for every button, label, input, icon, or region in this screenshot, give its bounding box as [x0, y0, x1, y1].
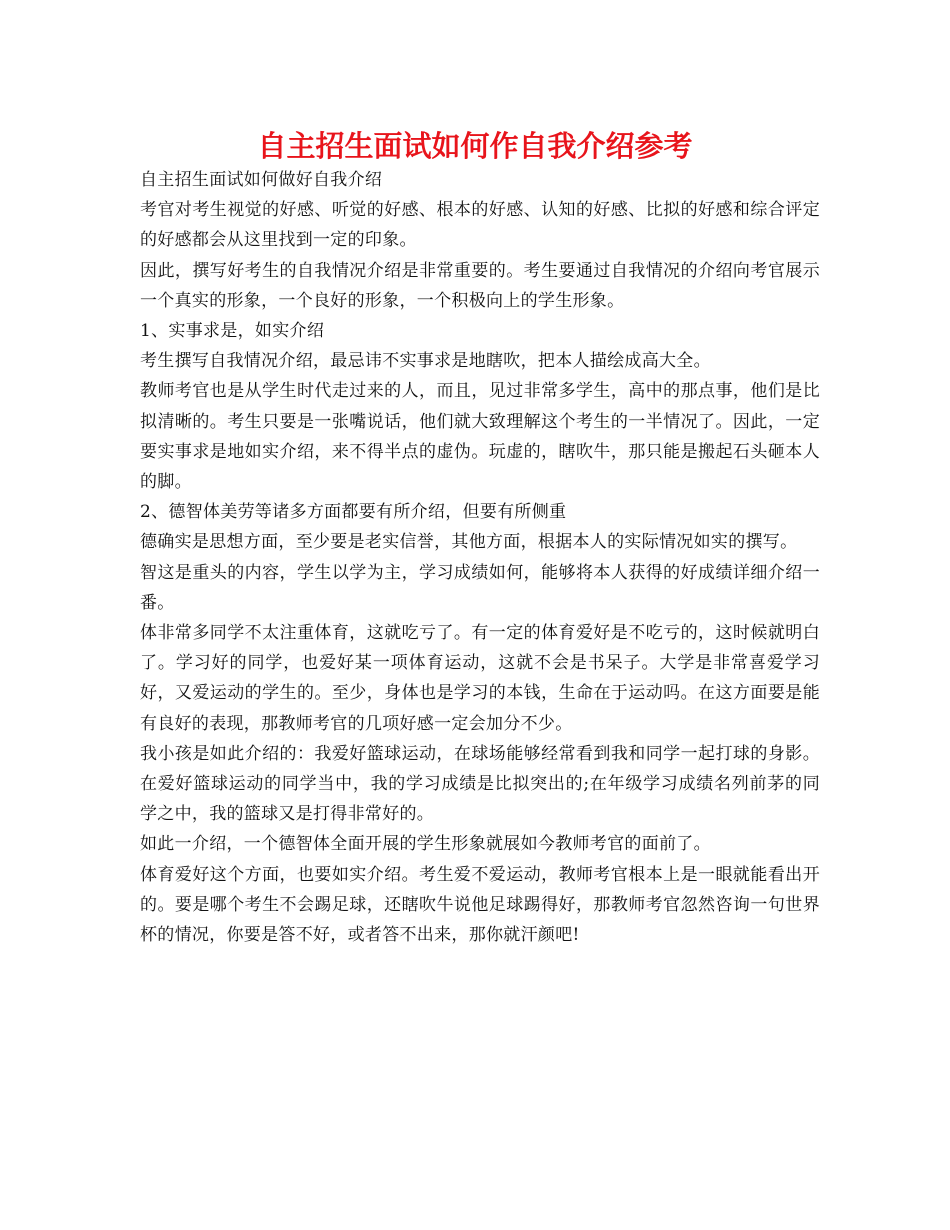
paragraph: 智这是重头的内容，学生以学为主，学习成绩如何，能够将本人获得的好成绩详细介绍一番。: [140, 562, 820, 613]
document-title: 自主招生面试如何作自我介绍参考: [257, 129, 693, 163]
paragraph: 教师考官也是从学生时代走过来的人，而且，见过非常多学生，高中的那点事，他们是比拟清晰的。考生只要是一张嘴说话，他们就大致理解这个考生的一半情况了。因此，一定要实事求是地如实介绍，来不得半点的虚伪。玩虚的，瞎吹牛，那只能是搬起石头砸本人的脚。: [140, 381, 820, 493]
paragraph: 我小孩是如此介绍的：我爱好篮球运动，在球场能够经常看到我和同学一起打球的身影。在爱好篮球运动的同学当中，我的学习成绩是比拟突出的;在年级学习成绩名列前茅的同学之中，我的篮球又是打得非常好的。: [140, 743, 820, 825]
section-heading: 1、实事求是，如实介绍: [140, 321, 325, 342]
section-heading: 2、德智体美劳等诸多方面都要有所介绍，但要有所侧重: [140, 502, 567, 523]
paragraph: 体非常多同学不太注重体育，这就吃亏了。有一定的体育爱好是不吃亏的，这时候就明白了。学习好的同学，也爱好某一项体育运动，这就不会是书呆子。大学是非常喜爱学习好，又爱运动的学生的。至少，身体也是学习的本钱，生命在于运动吗。在这方面要是能有良好的表现，那教师考官的几项好感一定会加分不少。: [140, 623, 820, 734]
paragraph: 因此，撰写好考生的自我情况介绍是非常重要的。考生要通过自我情况的介绍向考官展示一个真实的形象，一个良好的形象，一个积极向上的学生形象。: [140, 260, 820, 311]
document-body: [140, 165, 820, 950]
paragraph: 考生撰写自我情况介绍，最忌讳不实事求是地瞎吹，把本人描绘成高大全。: [140, 351, 711, 372]
paragraph: 如此一介绍，一个德智体全面开展的学生形象就展如今教师考官的面前了。: [140, 834, 711, 855]
paragraph: 体育爱好这个方面，也要如实介绍。考生爱不爱运动，教师考官根本上是一眼就能看出开的。要是哪个考生不会踢足球，还瞎吹牛说他足球踢得好，那教师考官忽然咨询一句世界杯的情况，你要是答不好，或者答不出来，那你就汗颜吧!: [140, 864, 820, 946]
paragraph-subtitle: 自主招生面试如何做好自我介绍: [140, 170, 383, 190]
paragraph: 考官对考生视觉的好感、听觉的好感、根本的好感、认知的好感、比拟的好感和综合评定的好感都会从这里找到一定的印象。: [140, 200, 820, 251]
paragraph: 德确实是思想方面，至少要是老实信誉，其他方面，根据本人的实际情况如实的撰写。: [140, 532, 798, 553]
